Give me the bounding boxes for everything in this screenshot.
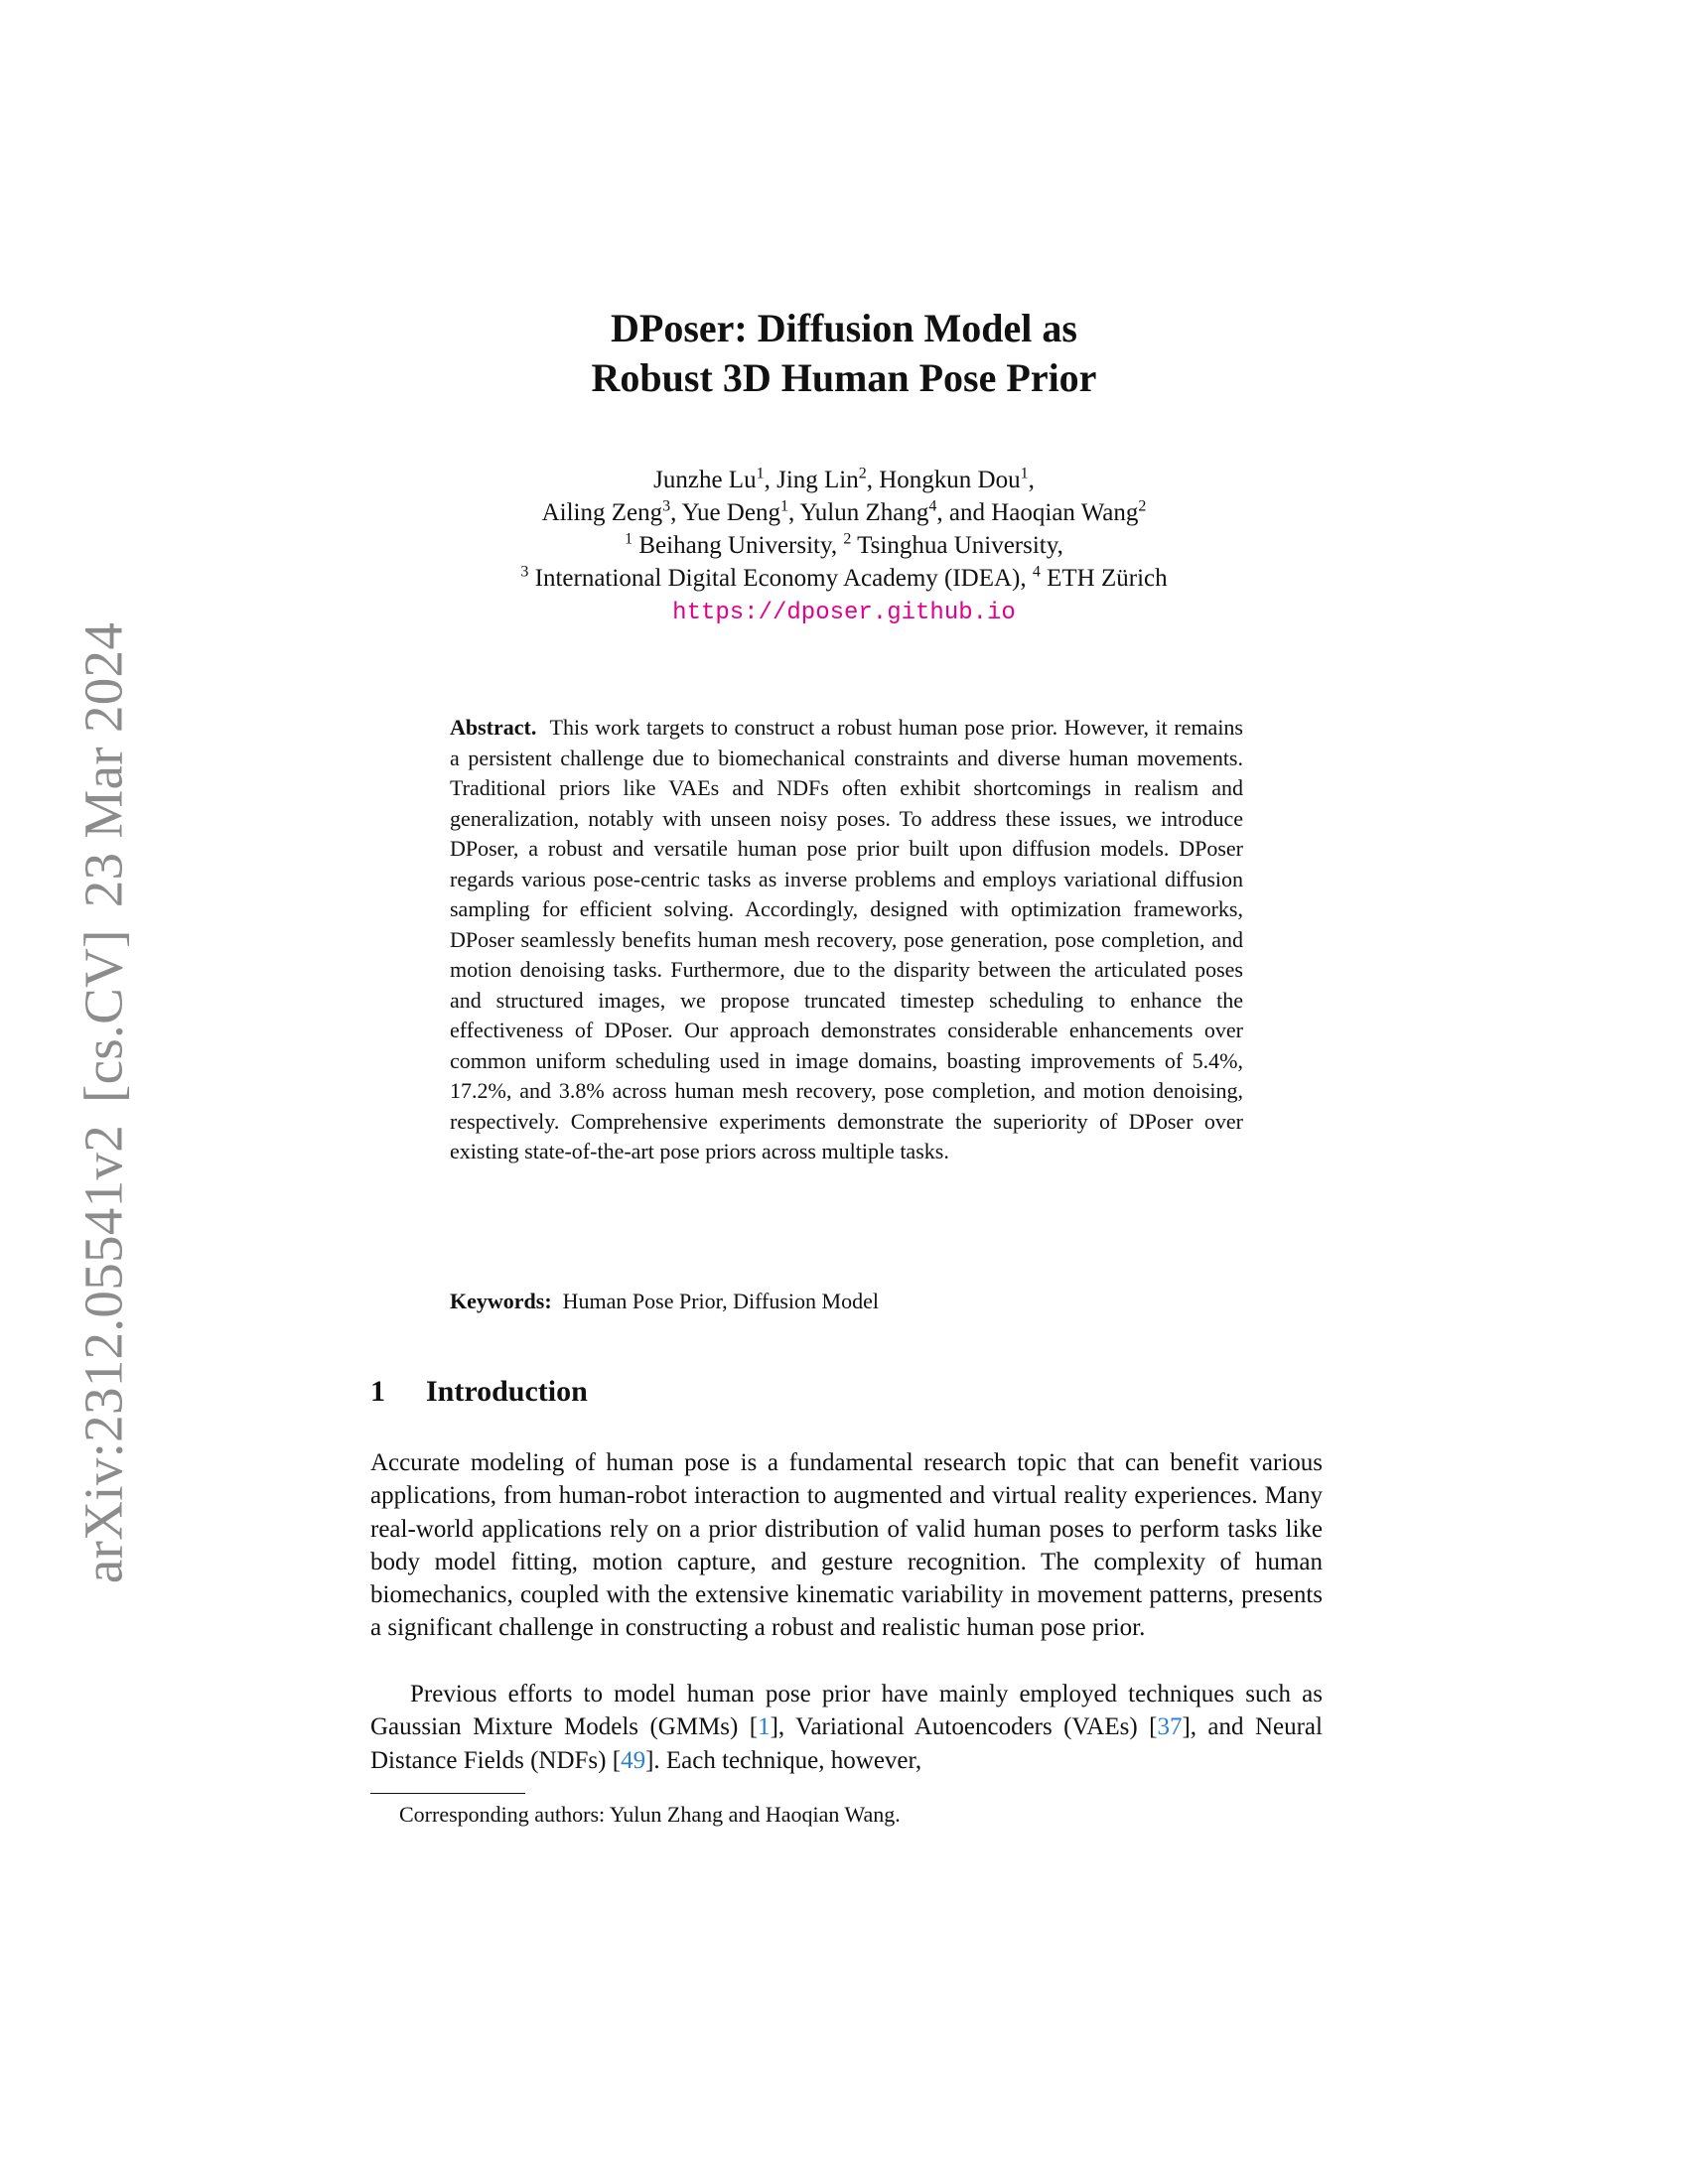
- section-heading: [370, 1374, 588, 1410]
- author-affiliation-mark: 1: [1020, 465, 1029, 482]
- author-affiliation-mark: 4: [928, 497, 937, 515]
- arxiv-id: arXiv:2312.05541v2: [72, 1124, 134, 1584]
- section-number: 1: [370, 1375, 385, 1408]
- project-url-link[interactable]: https://dposer.github.io: [672, 600, 1016, 626]
- abstract: [450, 713, 1243, 1167]
- author-affiliation-mark: 3: [662, 497, 671, 515]
- affiliation-line-2: [0, 562, 1688, 595]
- author-affiliation-mark: 2: [1138, 497, 1147, 515]
- affiliation-name: International Digital Economy Academy (IDEA),: [528, 565, 1033, 592]
- section-title: Introduction: [426, 1375, 588, 1408]
- author-name: , Yue Deng: [670, 499, 780, 526]
- affiliation-name: ETH Zürich: [1040, 565, 1168, 592]
- author-name: , Yulun Zhang: [787, 499, 929, 526]
- author-name: Ailing Zeng: [541, 499, 663, 526]
- citation-link[interactable]: 1: [758, 1713, 771, 1741]
- affiliation-name: Tsinghua University,: [851, 532, 1063, 559]
- paragraph-text: ]. Each technique, however,: [645, 1746, 922, 1774]
- author-affiliation-mark: 2: [858, 465, 867, 482]
- keywords-text: Human Pose Prior, Diffusion Model: [562, 1289, 879, 1313]
- author-separator: ,: [1028, 467, 1035, 493]
- abstract-text: This work targets to construct a robust human pose prior. However, it remains a persistent challenge due to biomechanical constraints and diverse human movements. Traditional priors like VAEs and NDFs often exhibit shortcomings in realism and generalization, notably with unseen noisy poses. To address these issues, we introduce DPoser, a robust and versatile human pose prior built upon diffusion models. DPoser regards various pose-centric tasks as inverse problems and employs variational diffusion sampling for efficient solving. Accordingly, designed with optimization frameworks, DPoser seamlessly benefits human mesh recovery, pose generation, pose completion, and motion denoising tasks. Furthermore, due to the disparity between the articulated poses and structured images, we propose truncated timestep scheduling to enhance the effectiveness of DPoser. Our approach demonstrates considerable enhancements over common uniform scheduling used in image domains, boasting improvements of 5.4%, 17.2%, and 3.8% across human mesh recovery, pose completion, and motion denoising, respectively. Comprehensive experiments demonstrate the superiority of DPoser over existing state-of-the-art pose priors across multiple tasks.: [450, 715, 1243, 1163]
- author-block: [0, 464, 1688, 629]
- author-name: , and Haoqian Wang: [936, 499, 1139, 526]
- author-name: Junzhe Lu: [653, 467, 757, 493]
- paragraph-text: Previous efforts to model human pose prior have mainly employed techniques such as Gaussian Mixture Models (GMMs) [: [370, 1681, 1323, 1741]
- author-name: , Hongkun Dou: [866, 467, 1021, 493]
- keywords-label: Keywords:: [450, 1289, 552, 1313]
- arxiv-date: 23 Mar 2024: [72, 621, 134, 908]
- author-line-2: [0, 496, 1688, 529]
- affiliation-mark: 1: [625, 530, 633, 548]
- author-name: , Jing Lin: [764, 467, 859, 493]
- affiliation-line-1: [0, 529, 1688, 562]
- author-affiliation-mark: 1: [756, 465, 765, 482]
- abstract-label: Abstract.: [450, 715, 537, 740]
- keywords: [450, 1287, 1243, 1316]
- affiliation-mark: 4: [1032, 563, 1041, 581]
- paragraph-text: ], Variational Autoencoders (VAEs) [: [770, 1713, 1158, 1741]
- author-line-1: [0, 464, 1688, 496]
- author-affiliation-mark: 1: [779, 497, 788, 515]
- title-line-2: Robust 3D Human Pose Prior: [591, 355, 1097, 400]
- paragraph-text: ], and Neural Distance Fields (NDFs) [: [370, 1713, 1323, 1774]
- footnote-divider: [370, 1793, 525, 1794]
- arxiv-stamp: [72, 601, 135, 1583]
- footnote: Corresponding authors: Yulun Zhang and Haoqian Wang.: [399, 1802, 901, 1827]
- affiliation-mark: 2: [843, 530, 852, 548]
- affiliation-name: Beihang University,: [633, 532, 844, 559]
- intro-paragraph-2: [370, 1678, 1323, 1777]
- citation-link[interactable]: 37: [1157, 1713, 1183, 1741]
- arxiv-category: [cs.CV]: [72, 929, 134, 1103]
- project-url-line: [0, 595, 1688, 629]
- title-line-1: DPoser: Diffusion Model as: [611, 306, 1077, 350]
- intro-paragraph-1: Accurate modeling of human pose is a fundamental research topic that can benefit various applications, from human-robot interaction to augmented and virtual reality experiences. Many real-world applications rely on a prior distribution of valid human poses to perform tasks like body model fitting, motion capture, and gesture recognition. The complexity of human biomechanics, coupled with the extensive kinematic variability in movement patterns, presents a significant challenge in constructing a robust and realistic human pose prior.: [370, 1449, 1323, 1642]
- affiliation-mark: 3: [520, 563, 529, 581]
- citation-link[interactable]: 49: [621, 1746, 646, 1774]
- paper-title: [0, 304, 1688, 403]
